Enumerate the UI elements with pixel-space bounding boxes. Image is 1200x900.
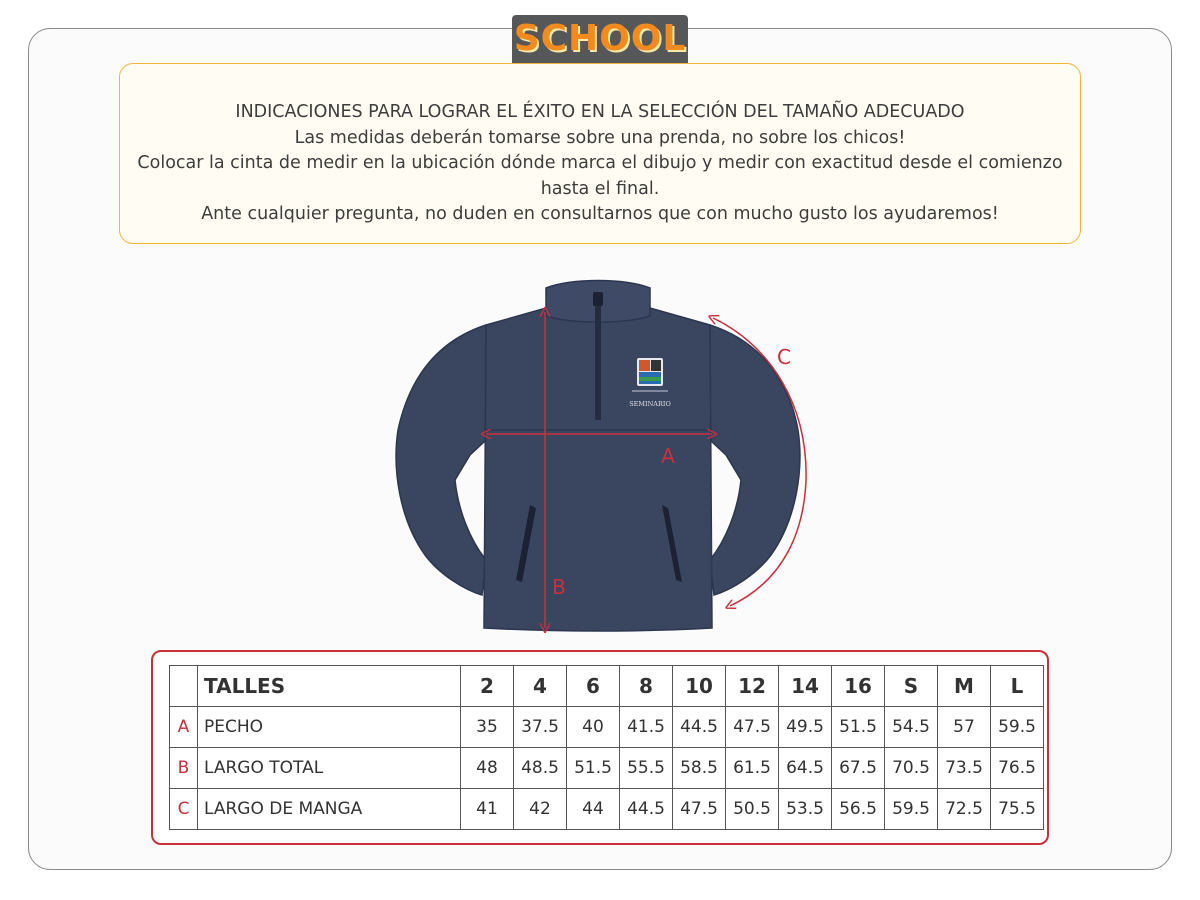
size-l: L <box>991 666 1044 707</box>
instructions-box <box>119 63 1081 244</box>
table-cell: 49.5 <box>779 707 832 748</box>
left-sleeve <box>396 325 486 595</box>
size-10: 10 <box>673 666 726 707</box>
size-2: 2 <box>461 666 514 707</box>
table-cell: 58.5 <box>673 748 726 789</box>
instructions-line-1: Las medidas deberán tomarse sobre una prenda, no sobre los chicos! <box>294 127 906 148</box>
table-cell: 54.5 <box>885 707 938 748</box>
table-cell: 64.5 <box>779 748 832 789</box>
measure-label-a: A <box>661 444 675 468</box>
table-cell: 59.5 <box>885 789 938 830</box>
table-cell: 61.5 <box>726 748 779 789</box>
row-label: PECHO <box>198 707 461 748</box>
measure-label-b: B <box>552 575 566 599</box>
table-cell: 35 <box>461 707 514 748</box>
table-cell: 41 <box>461 789 514 830</box>
measure-label-c: C <box>777 345 791 369</box>
table-row-pecho <box>170 707 1044 748</box>
table-row-largo-de-manga <box>170 789 1044 830</box>
table-cell: 56.5 <box>832 789 885 830</box>
size-m: M <box>938 666 991 707</box>
size-12: 12 <box>726 666 779 707</box>
row-label: LARGO TOTAL <box>198 748 461 789</box>
crest-text: SEMINARIO <box>629 400 671 408</box>
zipper-pull <box>593 292 603 306</box>
table-cell: 76.5 <box>991 748 1044 789</box>
size-6: 6 <box>567 666 620 707</box>
jacket-illustration <box>380 270 820 640</box>
letter-header-cell <box>170 666 198 707</box>
table-cell: 50.5 <box>726 789 779 830</box>
table-cell: 67.5 <box>832 748 885 789</box>
size-14: 14 <box>779 666 832 707</box>
row-letter: C <box>170 789 198 830</box>
row-label: LARGO DE MANGA <box>198 789 461 830</box>
table-cell: 73.5 <box>938 748 991 789</box>
table-cell: 44.5 <box>620 789 673 830</box>
table-cell: 48.5 <box>514 748 567 789</box>
instructions-line-4: Ante cualquier pregunta, no duden en consultarnos que con mucho gusto los ayudaremos! <box>201 204 999 224</box>
size-16: 16 <box>832 666 885 707</box>
size-s: S <box>885 666 938 707</box>
table-cell: 72.5 <box>938 789 991 830</box>
table-cell: 44 <box>567 789 620 830</box>
zipper <box>595 292 601 420</box>
table-cell: 47.5 <box>673 789 726 830</box>
table-cell: 55.5 <box>620 748 673 789</box>
table-cell: 41.5 <box>620 707 673 748</box>
size-8: 8 <box>620 666 673 707</box>
size-table <box>169 665 1044 830</box>
table-cell: 48 <box>461 748 514 789</box>
row-letter: A <box>170 707 198 748</box>
size-4: 4 <box>514 666 567 707</box>
table-cell: 51.5 <box>832 707 885 748</box>
instructions-line-3: hasta el final. <box>540 178 660 199</box>
table-cell: 75.5 <box>991 789 1044 830</box>
table-cell: 40 <box>567 707 620 748</box>
table-cell: 59.5 <box>991 707 1044 748</box>
table-cell: 44.5 <box>673 707 726 748</box>
table-row-largo-total <box>170 748 1044 789</box>
table-cell: 47.5 <box>726 707 779 748</box>
table-cell: 51.5 <box>567 748 620 789</box>
instructions-line-2: Colocar la cinta de medir en la ubicación dónde marca el dibujo y medir con exactitud desde el comienzo <box>137 153 1063 173</box>
table-cell: 57 <box>938 707 991 748</box>
table-cell: 37.5 <box>514 707 567 748</box>
instructions-title: INDICACIONES PARA LOGRAR EL ÉXITO EN LA SELECCIÓN DEL TAMAÑO ADECUADO <box>235 102 965 122</box>
row-letter: B <box>170 748 198 789</box>
table-cell: 70.5 <box>885 748 938 789</box>
logo-wordmark: SCHOOL <box>513 18 687 59</box>
table-cell: 53.5 <box>779 789 832 830</box>
size-header-row <box>170 666 1044 707</box>
table-cell: 42 <box>514 789 567 830</box>
talles-header: TALLES <box>198 666 461 707</box>
